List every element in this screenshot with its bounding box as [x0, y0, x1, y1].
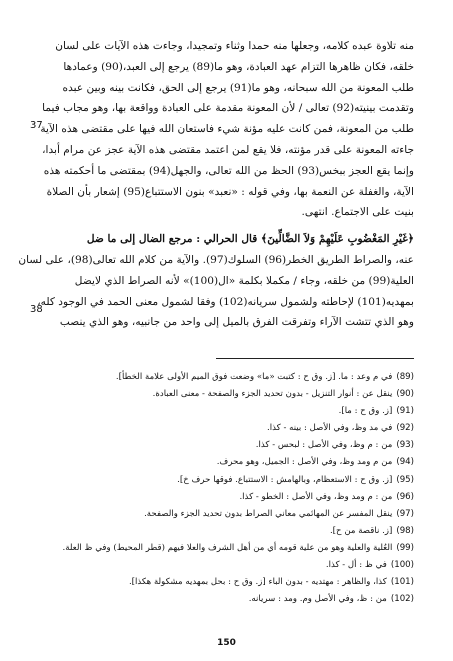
paragraph-1 [40, 36, 414, 223]
text-line: بنيت على الاجتماع. انتهى. [301, 206, 414, 219]
footnote-divider [216, 358, 414, 359]
text-line: بمهديه(101) لإحاطته ولشمول سريانه(102) وفقا لشمول معنى الحمد في الوجود كله، [37, 295, 414, 308]
footnote [62, 591, 414, 608]
verse-number: 38 [30, 304, 43, 315]
footnote-text: من م ومد وظ، وفي الأصل : الجميل، وهو محرف. [216, 457, 393, 468]
footnote [62, 523, 414, 540]
footnote-number: (102) [390, 594, 414, 605]
footnote-text: [ز. وق ح : ما]. [338, 406, 393, 417]
footnote [62, 437, 414, 454]
footnote-number: (97) [396, 508, 414, 519]
text-line: منه تلاوة عبده كلامه، وجعلها منه حمدا وثناء وتمجيدا، وجاءت هذه الآيات على لسان [55, 40, 414, 52]
footnote-number: (101) [390, 577, 414, 588]
footnote-text: العُلية والعلية وهو من علية قومه أي من أهل الشرف والعلا فيهم (قطر المحيط) وفي ظ العلة. [62, 542, 393, 553]
footnote [62, 369, 414, 386]
footnote [62, 403, 414, 420]
footnote-text: [ز. وق ح : الاستعظام، وبالهامش : الاستتباع. فوقها حرف خ]. [177, 474, 393, 485]
verse-number: 37 [30, 120, 43, 131]
footnote [62, 489, 414, 506]
text-line: العلية(99) من خلقه، وجاء / مكملا بكلمة «ال(100)» لأنه الصراط الذي لايضل [74, 274, 414, 287]
footnote-text: ينقل عن : أنوار التنزيل - بدون تحديد الجزء والصفحة - معنى العبادة. [152, 389, 393, 400]
footnote [62, 454, 414, 471]
footnote-number: (95) [396, 474, 414, 485]
footnote [62, 506, 414, 523]
footnote-text: من : م ومد وظ، وفي الأصل : الخطو - كذا. [239, 491, 393, 502]
footnote-number: (92) [396, 423, 414, 434]
footnote-number: (91) [396, 406, 414, 417]
footnote [62, 472, 414, 489]
footnote-text: كذا، والظاهر : مهتديه - بدون الباء [ز. وق ح : بحل بمهديه مشكولة هكذا]. [128, 577, 387, 588]
text-line: وتقدمت بينيته(92) تعالى / لأن المعونة مقدمة على العبادة وواقعة بها، وهو مجاب فيما [42, 102, 414, 115]
footnote-text: في مد وظ، وفي الأصل : بينه - كذا. [267, 423, 393, 434]
text-line: طلب المعونة من الله سبحانه، وهو ما(91) يرجع إلى الحق، فكانت بينه وبين عبده [62, 81, 414, 94]
footnote-text: [ز. ناقصة من ح]. [329, 525, 393, 536]
footnote-text: من : م وظ، وفي الأصل : لبحس - كذا. [255, 440, 393, 451]
footnote-number: (98) [396, 525, 414, 536]
footnote-text: في م وعد : ما. [ز. وق ح : كتبت «ما» وضعت فوق الميم الأولى علامة الخطأ]. [115, 372, 393, 382]
footnote [62, 420, 414, 437]
footnote-text: في ظ : أل - كذا. [325, 560, 387, 571]
text-line: وهو الذي تتشت الآراء وتفرقت الفرق بالميل إلى واحد من جانبيه، وهو الذي ينصب [59, 316, 414, 329]
text-line: طلب من المعونة، فمن كانت عليه مؤنة شيء فاستعان الله فيها على مقتضى هذه الآية [40, 123, 414, 136]
footnote-text: ينقل المفسر عن المهائمي معاني الصراط بدون تحديد الجزء والصفحة. [144, 508, 393, 519]
text-line: وإنما يقع العجز ببخس(93) الحظ من الله تعالى، والجهل(94) بمقتضى ما أحكمته هذه [43, 164, 414, 177]
text-line: عنه، والصراط الطريق الخطر(96) السلوك(97). والآية من كلام الله تعالى(98)، على لسان [18, 253, 414, 266]
footnote-number: (100) [390, 560, 414, 571]
text-line: الآية، والغفلة عن النعمة بها، وفي قوله : «نعبد» بنون الاستتباع(95) إشعار بأن الصلاة [46, 185, 414, 198]
footnote [62, 386, 414, 403]
page-number: 150 [217, 638, 236, 648]
footnote-number: (90) [396, 389, 414, 400]
footnote-number: (99) [396, 542, 414, 553]
footnote-number: (93) [396, 440, 414, 451]
text-line: ﴿غَيْرِ المَغْضُوبِ عَلَيْهِمْ وَلاَ الضَّالِّينَ﴾ قال الحرالي : مرجع الضال إلى ما ضل [86, 233, 414, 246]
footnote-text: من : ظ، وفي الأصل وم. ومد : سريانه. [248, 594, 387, 605]
footnote-number: (94) [396, 457, 414, 468]
footnote [62, 557, 414, 574]
text-line: جاءته المعونة على قدر مؤنته، فلا يقع لمن اعتمد مقتضى هذه الآية عجز عن مرام أبدا، [42, 143, 414, 156]
footnote [62, 574, 414, 591]
footnotes [62, 369, 414, 608]
footnote [62, 540, 414, 557]
text-line: خلقه، فكان ظاهرها التزام عهد العبادة، وهو ما(89) يرجع إلى العبد،(90) وعمادها [63, 60, 414, 73]
footnote-number: (89) [396, 372, 414, 382]
footnote-number: (96) [396, 491, 414, 502]
